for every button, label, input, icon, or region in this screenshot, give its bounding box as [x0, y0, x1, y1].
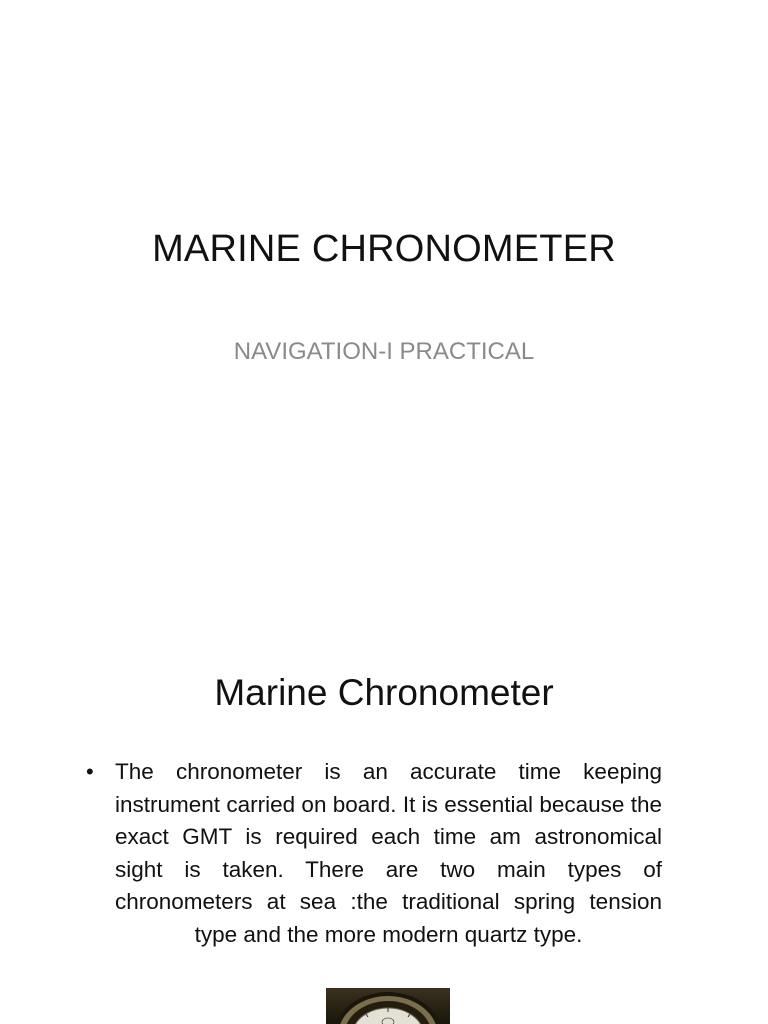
chronometer-image — [326, 988, 450, 1024]
content-slide — [0, 576, 768, 1024]
bullet-text: The chronometer is an accurate time keeping instrument carried on board. It is essential because the exact GMT is required each time am astronomical sight is taken. There are two main types of chronometers at sea :the traditional spring tension type and the more modern quartz type. — [115, 759, 662, 947]
bullet-icon: • — [86, 759, 94, 784]
presentation-subtitle: NAVIGATION-I PRACTICAL — [233, 338, 535, 365]
bullet-item — [86, 756, 666, 951]
presentation-title: MARINE CHRONOMETER — [152, 228, 616, 270]
slide-title: Marine Chronometer — [214, 672, 554, 713]
chronometer-illustration — [326, 988, 450, 1024]
